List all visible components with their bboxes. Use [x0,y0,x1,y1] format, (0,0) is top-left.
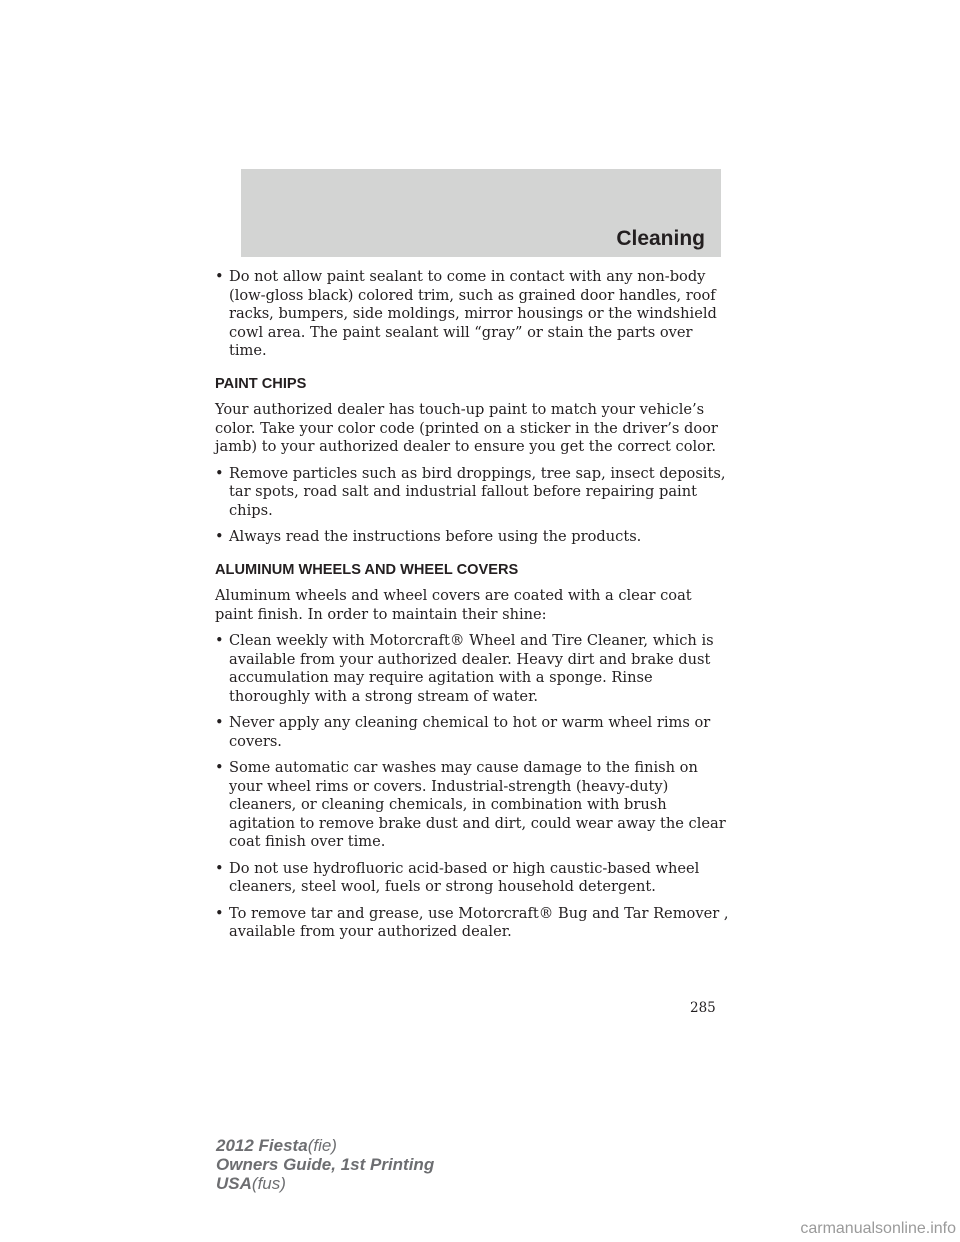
bullet-text: To remove tar and grease, use Motorcraft® Bug and Tar Remover , available from your authorized dealer. [229,904,729,940]
list-item [215,860,730,897]
bullet-icon: • [215,632,224,649]
footer-market-code: (fus) [251,1174,286,1193]
heading-paint-chips: PAINT CHIPS [215,375,307,392]
bullet-text: Some automatic car washes may cause damage to the finish on your wheel rims or covers. Industrial-strength (heavy-duty) cleaners, or cleaning chemicals, in combination with brush agitation to remove brake dust and dirt, could wear away the clear coat finish over time. [229,759,726,850]
bullet-text: Do not allow paint sealant to come in contact with any non-body (low-gloss black) colored trim, such as grained door handles, roof racks, bumpers, side moldings, mirror housings or the windshield cowl area. The paint sealant will “gray” or stain the parts over time. [229,268,717,359]
bullet-icon: • [215,859,224,877]
list-item [215,714,730,751]
bullet-icon: • [215,714,224,731]
bullet-icon: • [215,528,224,545]
list-item [215,905,730,942]
paragraph-aluminum-wheels: Aluminum wheels and wheel covers are coated with a clear coat paint finish. In order to maintain their shine: [215,587,692,623]
footer-model: 2012 Fiesta [216,1136,308,1155]
list-item [215,268,730,361]
watermark-link[interactable]: carmanualsonline.info [800,1220,956,1237]
footer-market: USA [216,1174,252,1193]
footer-line-edition: Owners Guide, 1st Printing [216,1155,435,1174]
section-title: Cleaning [616,227,705,250]
list-item [215,465,730,521]
list-item [215,528,730,547]
bullet-text: Never apply any cleaning chemical to hot or warm wheel rims or covers. [229,714,711,750]
heading-aluminum-wheels: ALUMINUM WHEELS AND WHEEL COVERS [215,561,519,578]
footer-line-model [216,1136,434,1155]
bullet-icon: • [215,464,224,482]
bullet-icon: • [215,759,224,776]
paragraph-paint-chips: Your authorized dealer has touch-up paint to match your vehicle’s color. Take your color code (printed on a sticker in the driver’s door jamb) to your authorized dealer to ensure you get the correct color. [215,401,718,455]
section-header-band [241,169,721,257]
bullet-text: Clean weekly with Motorcraft® Wheel and Tire Cleaner, which is available from your authorized dealer. Heavy dirt and brake dust accumulation may require agitation with a sponge. Rinse thoroughly with a strong stream of water. [229,632,714,705]
page-number: 285 [690,1000,716,1016]
bullet-text: Remove particles such as bird droppings, tree sap, insect deposits, tar spots, road salt and industrial fallout before repairing paint chips. [229,464,726,519]
bullet-icon: • [215,904,224,922]
list-item [215,759,730,852]
bullet-icon: • [215,268,224,285]
page-content [215,268,730,950]
bullet-text: Always read the instructions before using the products. [229,528,642,545]
list-item [215,632,730,706]
footer-line-market [216,1174,434,1193]
bullet-text: Do not use hydrofluoric acid-based or high caustic-based wheel cleaners, steel wool, fuels or strong household detergent. [229,859,700,895]
footer-model-code: (fie) [307,1136,337,1155]
document-footer [216,1136,434,1193]
